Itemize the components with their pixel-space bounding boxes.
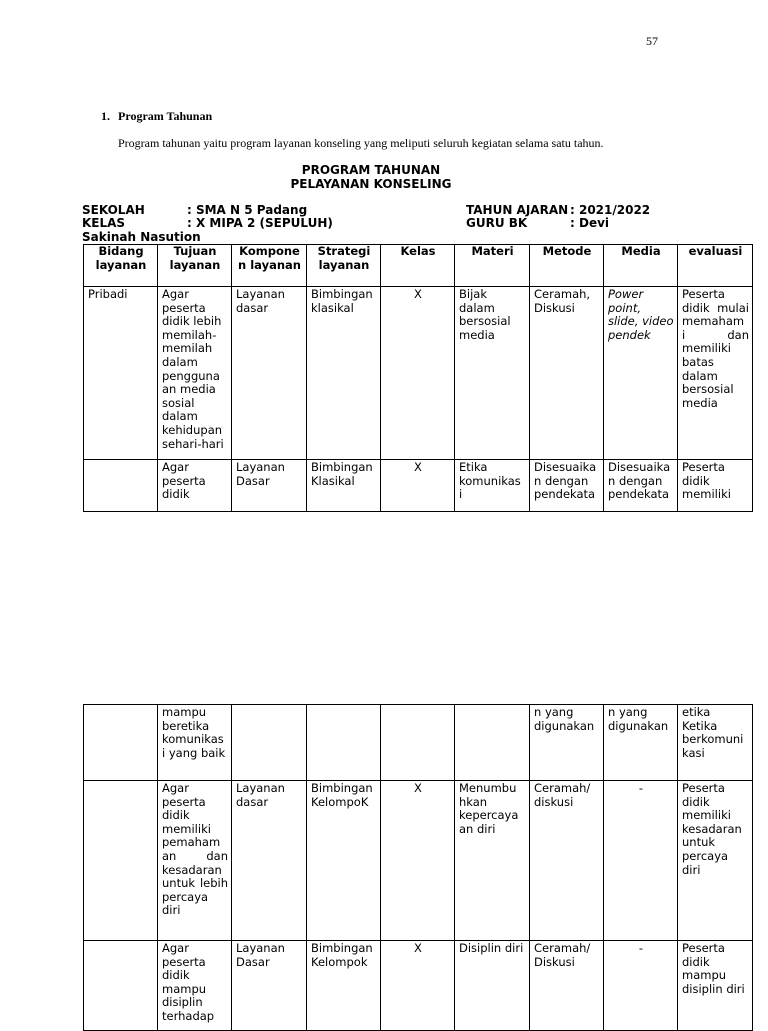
cell-komponen: Layanan dasar: [232, 781, 307, 941]
class-label: KELAS: [82, 216, 126, 230]
cell-komponen: Layanan dasar: [232, 287, 307, 460]
cell-media: n yang digunakan: [604, 705, 678, 781]
section-number: 1.: [101, 109, 110, 123]
cell-bidang: [84, 460, 158, 512]
cell-kelas: X: [381, 287, 455, 460]
cell-materi: [455, 705, 530, 781]
cell-media: Disesuaika n dengan pendekata: [604, 460, 678, 512]
section-title: Program Tahunan: [118, 109, 213, 123]
cell-strategi: Bimbingan Kelompok: [307, 941, 381, 1031]
cell-media: -: [604, 941, 678, 1031]
program-table-part-1: [83, 244, 753, 512]
cell-strategi: [307, 705, 381, 781]
cell-materi: Bijak dalam bersosial media: [455, 287, 530, 460]
cell-bidang: [84, 941, 158, 1031]
media-text: Power point, slide, video pendek: [608, 287, 674, 342]
cell-tujuan: Agar peserta didik lebih memilah-memilah dalam pengguna an media sosial dalam kehidupan sehari-hari: [158, 287, 232, 460]
cell-materi: Disiplin diri: [455, 941, 530, 1031]
year-label: TAHUN AJARAN: [466, 203, 569, 217]
cell-metode: Ceramah/ Diskusi: [530, 941, 604, 1031]
intro-paragraph: Program tahunan yaitu program layanan konseling yang meliputi seluruh kegiatan selama satu tahun.: [118, 136, 604, 150]
table-row: [84, 287, 753, 460]
cell-bidang: [84, 781, 158, 941]
cell-tujuan: Agar peserta didik memiliki pemaham an dan kesadaran untuk lebih percaya diri: [158, 781, 232, 941]
teacher-value: : Devi: [570, 216, 610, 230]
cell-metode: Ceramah/ diskusi: [530, 781, 604, 941]
header-bidang: Bidang layanan: [84, 245, 158, 287]
cell-komponen: [232, 705, 307, 781]
header-kelas: Kelas: [381, 245, 455, 287]
header-materi: Materi: [455, 245, 530, 287]
header-evaluasi: evaluasi: [678, 245, 753, 287]
table-row: [84, 941, 753, 1031]
cell-media: -: [604, 781, 678, 941]
teacher-value-continued: Sakinah Nasution: [82, 230, 201, 244]
class-value: : X MIPA 2 (SEPULUH): [187, 216, 333, 230]
table-row: [84, 781, 753, 941]
table-row: [84, 705, 753, 781]
cell-kelas: X: [381, 460, 455, 512]
cell-evaluasi: Peserta didik mulai memaham i dan memiliki batas dalam bersosial media: [678, 287, 753, 460]
cell-tujuan: Agar peserta didik: [158, 460, 232, 512]
header-metode: Metode: [530, 245, 604, 287]
cell-evaluasi: Peserta didik memiliki: [678, 460, 753, 512]
cell-kelas: X: [381, 781, 455, 941]
cell-evaluasi: etika Ketika berkomuni kasi: [678, 705, 753, 781]
cell-kelas: [381, 705, 455, 781]
cell-evaluasi: Peserta didik memiliki kesadaran untuk percaya diri: [678, 781, 753, 941]
cell-materi: Etika komunikas i: [455, 460, 530, 512]
cell-kelas: X: [381, 941, 455, 1031]
cell-metode: n yang digunakan: [530, 705, 604, 781]
header-strategi: Strategi layanan: [307, 245, 381, 287]
header-komponen: Kompone n layanan: [232, 245, 307, 287]
year-value: : 2021/2022: [570, 203, 651, 217]
cell-strategi: Bimbingan klasikal: [307, 287, 381, 460]
page-number: 57: [646, 34, 658, 48]
document-title: PROGRAM TAHUNAN: [301, 163, 441, 177]
document-subtitle: PELAYANAN KONSELING: [290, 177, 452, 191]
cell-strategi: Bimbingan KelompoK: [307, 781, 381, 941]
cell-bidang: Pribadi: [84, 287, 158, 460]
program-table-part-2: [83, 704, 753, 1031]
cell-tujuan: Agar peserta didik mampu disiplin terhadap: [158, 941, 232, 1031]
cell-evaluasi: Peserta didik mampu disiplin diri: [678, 941, 753, 1031]
cell-metode: Ceramah, Diskusi: [530, 287, 604, 460]
cell-materi: Menumbu hkan kepercaya an diri: [455, 781, 530, 941]
cell-media: [604, 287, 678, 460]
table-header-row: [84, 245, 753, 287]
cell-metode: Disesuaika n dengan pendekata: [530, 460, 604, 512]
cell-bidang: [84, 705, 158, 781]
cell-komponen: Layanan Dasar: [232, 460, 307, 512]
cell-komponen: Layanan Dasar: [232, 941, 307, 1031]
header-media: Media: [604, 245, 678, 287]
school-label: SEKOLAH: [82, 203, 145, 217]
header-tujuan: Tujuan layanan: [158, 245, 232, 287]
cell-strategi: Bimbingan Klasikal: [307, 460, 381, 512]
school-value: : SMA N 5 Padang: [187, 203, 308, 217]
cell-tujuan: mampu beretika komunikas i yang baik: [158, 705, 232, 781]
table-row: [84, 460, 753, 512]
teacher-label: GURU BK: [466, 216, 528, 230]
